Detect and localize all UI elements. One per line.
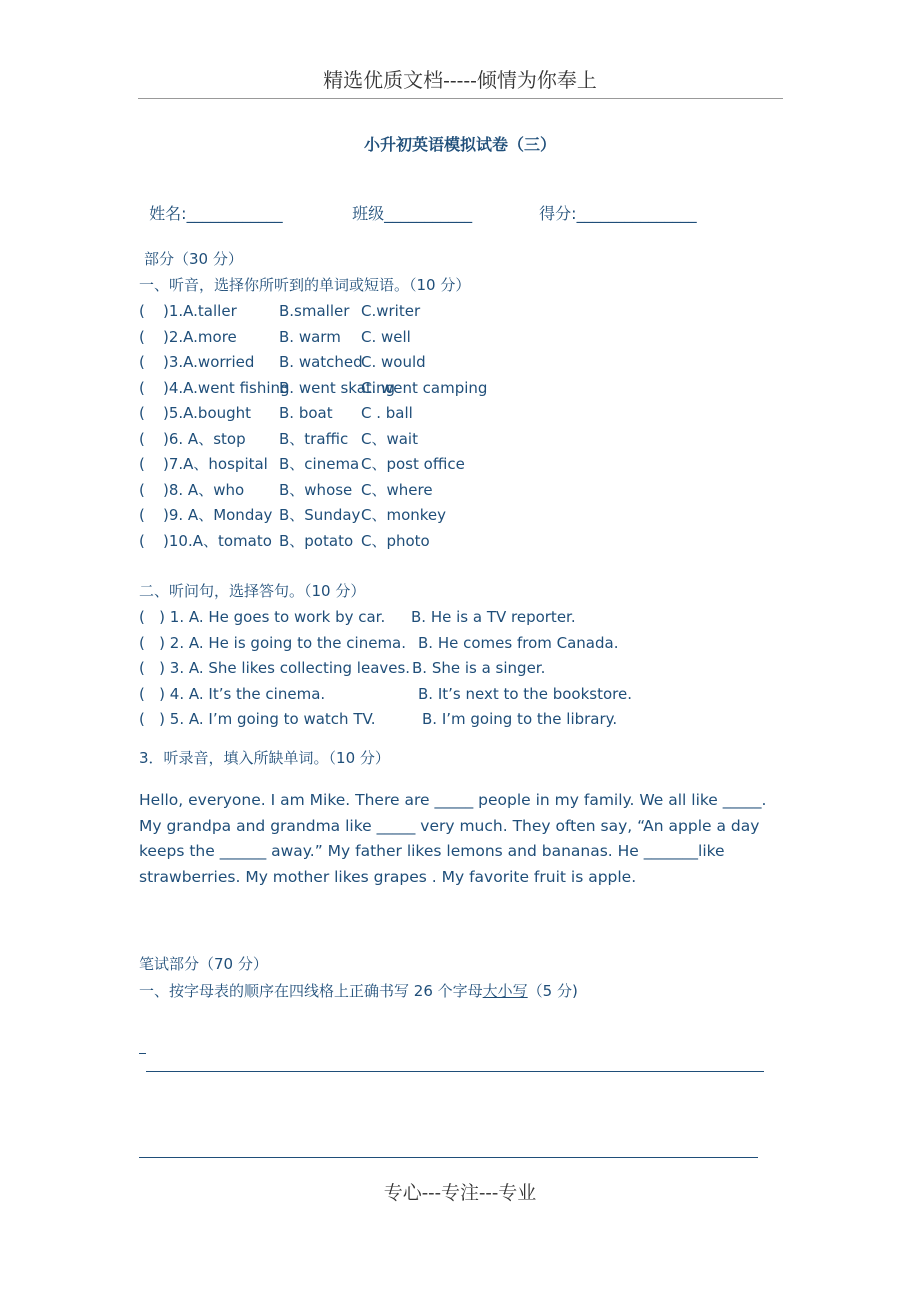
part3-heading: 3．听录音，填入所缺单词。（10 分） [139,749,390,767]
option-a: )5.A.bought [163,404,252,422]
passage-line: Hello, everyone. I am Mike. There are _____ people in my family. We all like _____. [139,791,767,809]
option-a: ( ) 2. A. He is going to the cinema. [139,633,407,652]
option-b: B、potato [279,531,354,550]
choice-question-row[interactable] [139,301,420,321]
writing-line-mark [139,1053,146,1054]
option-a: ( ) 1. A. He goes to work by car. [139,608,386,626]
answer-paren: ( [139,429,145,448]
option-a: )3.A.worried [163,353,255,371]
option-c: C.writer [361,302,421,320]
option-b: B. watched [279,353,363,371]
choice-question-row[interactable] [139,531,430,551]
option-b: B. It’s next to the bookstore. [418,684,632,703]
header-divider [138,98,783,99]
passage-line: My grandpa and grandma like _____ very much. They often say, “An apple a day [139,816,760,835]
written-heading: 笔试部分（70 分） [139,955,268,973]
response-question-row[interactable] [139,607,576,627]
part2-heading: 二、听问句，选择答句。（10 分） [139,582,366,600]
listening-heading: 部分（30 分） [144,250,243,268]
exam-title: 小升初英语模拟试卷（三） [363,135,556,154]
option-c: C. well [361,327,411,346]
passage-line: keeps the ______ away.” My father likes lemons and bananas. He _______like [139,842,725,860]
option-a: )4.A.went fishing [163,378,290,397]
answer-paren: ( [139,302,145,320]
choice-question-row[interactable] [139,429,418,449]
score-field[interactable]: 得分:_______________ [539,204,697,223]
answer-paren: ( [139,531,145,550]
option-c: C、photo [361,531,430,550]
answer-paren: ( [139,480,145,499]
option-c: C、where [361,480,433,499]
response-question-row[interactable] [139,633,618,653]
page-header: 精选优质文档-----倾情为你奉上 [323,68,597,92]
option-b: B、traffic [279,429,349,448]
option-c: C . ball [361,404,413,422]
name-field[interactable]: 姓名:____________ [149,204,283,223]
writing-line[interactable] [139,1157,758,1158]
choice-question-row[interactable] [139,480,433,500]
part1-heading: 一、听音，选择你所听到的单词或短语。（10 分） [139,276,471,294]
answer-paren: ( [139,353,145,371]
option-a: ( ) 4. A. It’s the cinema. [139,684,326,703]
option-b: B. boat [279,404,333,422]
choice-question-row[interactable] [139,327,411,347]
class-field[interactable]: 班级___________ [352,204,473,223]
choice-question-row[interactable] [139,378,487,398]
option-a: )1.A.taller [163,302,237,320]
option-a: )8. A、who [163,480,245,499]
writing-line[interactable] [146,1071,764,1072]
option-b: B. warm [279,327,341,346]
answer-paren: ( [139,506,145,524]
response-question-row[interactable] [139,684,632,704]
option-a: )2.A.more [163,327,237,346]
answer-paren: ( [139,327,145,346]
written-part1-underlined: 大小写 [482,982,528,1000]
answer-paren: ( [139,455,145,473]
option-a: )7.A、hospital [163,455,268,473]
option-a: )9. A、Monday [163,506,273,524]
response-question-row[interactable] [139,658,545,678]
option-a: ( ) 5. A. I’m going to watch TV. [139,710,376,728]
written-part1-suffix: （5 分) [527,982,578,1000]
answer-paren: ( [139,404,145,422]
passage-line: strawberries. My mother likes grapes . My favorite fruit is apple. [139,867,637,886]
option-c: C. would [361,353,426,371]
option-c: C、post office [361,455,465,473]
response-question-row[interactable] [139,709,617,729]
choice-question-row[interactable] [139,403,413,423]
option-b: B. He comes from Canada. [418,633,619,652]
student-info-row [139,184,697,224]
written-part1-prefix: 一、按字母表的顺序在四线格上正确书写 26 个字母 [139,982,483,1000]
option-b: B.smaller [279,302,350,320]
page-footer: 专心---专注---专业 [383,1182,537,1204]
fill-in-passage [139,788,779,890]
option-b: B、whose [279,480,353,499]
option-c: C. went camping [361,378,488,397]
choice-question-row[interactable] [139,505,446,525]
option-b: B. He is a TV reporter. [411,608,576,626]
option-b: B、Sunday [279,506,361,524]
option-b: B、cinema [279,455,360,473]
choice-question-row[interactable] [139,454,465,474]
option-a: )10.A、tomato [163,531,272,550]
option-b: B. I’m going to the library. [422,710,618,728]
option-b: B. She is a singer. [412,659,546,677]
option-a: )6. A、stop [163,429,246,448]
option-b: B. went skating [279,378,395,397]
written-part1-heading [139,981,578,1001]
answer-paren: ( [139,378,145,397]
option-c: C、monkey [361,506,447,524]
choice-question-row[interactable] [139,352,426,372]
option-c: C、wait [361,429,418,448]
option-a: ( ) 3. A. She likes collecting leaves. [139,659,411,677]
